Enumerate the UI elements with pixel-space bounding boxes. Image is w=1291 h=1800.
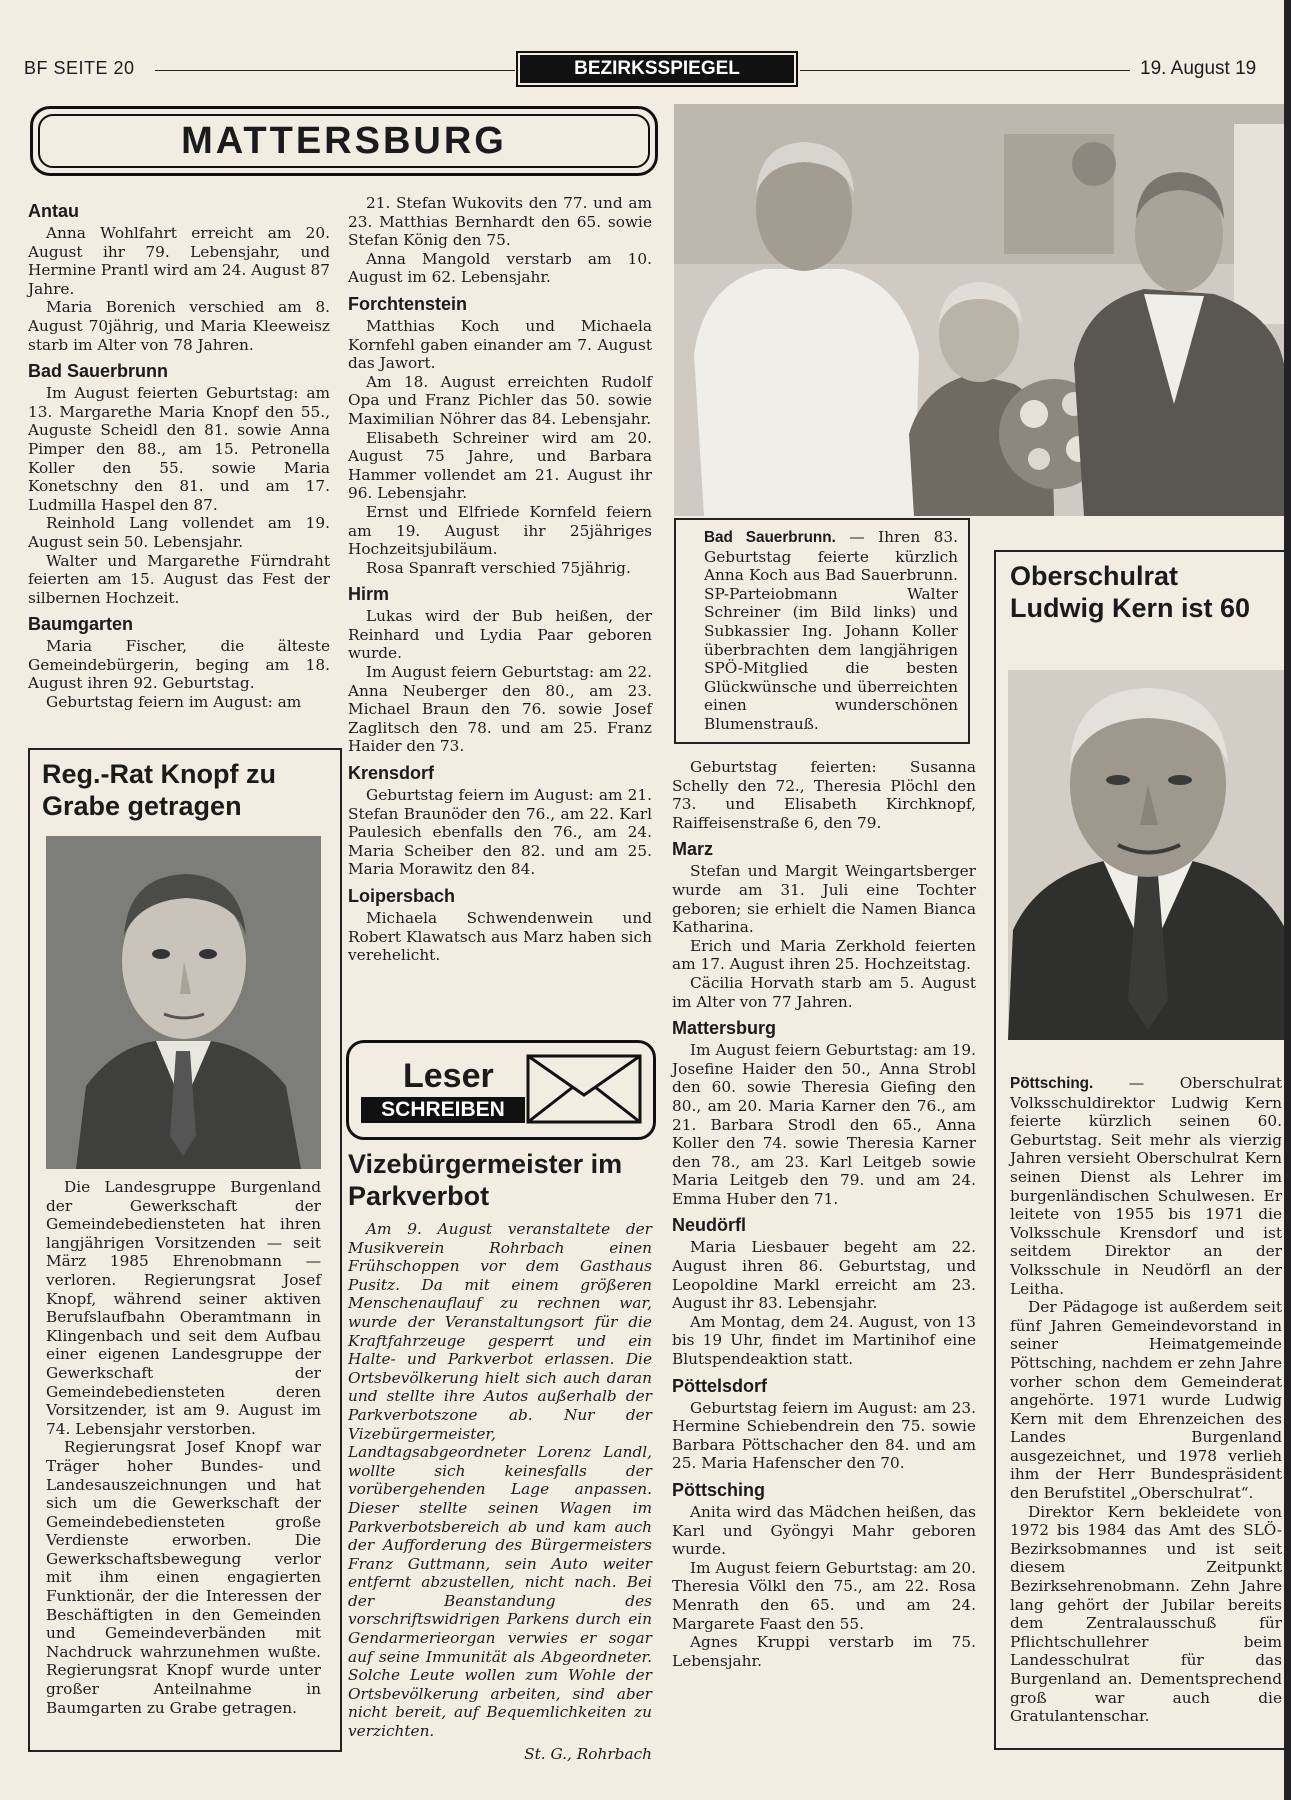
news-paragraph: Geburtstag feiern im August: am: [46, 693, 302, 712]
kern-place: Pöttsching.: [1010, 1075, 1094, 1092]
issue-date: 19. August 19: [1140, 58, 1257, 79]
town-heading: Krensdorf: [348, 763, 435, 784]
leser-schreiben-logo: [346, 1040, 656, 1140]
town-heading: Mattersburg: [672, 1018, 777, 1039]
news-paragraph: Walter und Margarethe Fürndraht feierten am 15. August das Fest der silbernen Hochzeit.: [28, 551, 330, 607]
kern-portrait: [1008, 670, 1286, 1040]
schreiben-word: SCHREIBEN: [361, 1097, 525, 1123]
column-2: [348, 194, 652, 965]
news-paragraph: Anita wird das Mädchen heißen, das Karl und Gyöngyi Mahr geboren wurde.: [672, 1503, 976, 1559]
vize-signature: St. G., Rohrbach: [524, 1744, 652, 1763]
town-heading: Pöttelsdorf: [672, 1375, 768, 1396]
news-paragraph: Anna Mangold verstarb am 10. August im 62. Lebensjahr.: [348, 249, 652, 287]
town-heading: Neudörfl: [672, 1215, 746, 1236]
news-paragraph: Im August feiern Geburtstag: am 22. Anna Neuberger den 80., am 23. Michael Braun den 76. sowie Josef Zaglitsch den 78. und am 25. Franz Haider den 73.: [348, 663, 652, 756]
page-number: BF SEITE 20: [24, 58, 135, 78]
kern-article: [994, 550, 1286, 1750]
district-banner-title: MATTERSBURG: [38, 114, 650, 168]
town-heading: Loipersbach: [348, 886, 456, 906]
news-paragraph: Rosa Spanraft verschied 75jährig.: [366, 558, 631, 577]
news-paragraph: Michaela Schwendenwein und Robert Klawatsch aus Marz haben sich verehelicht.: [348, 909, 652, 965]
news-paragraph: Im August feierten Geburtstag: am 13. Margarethe Maria Knopf den 55., Auguste Scheidl den 81. sowie Anna Pimper den 88., am 15. Petronella Koller den 55. sowie Maria Konetschny den 81. und am 17. Ludmilla Haspel den 87.: [28, 384, 330, 514]
town-heading: Pöttsching: [672, 1480, 765, 1500]
photo-caption: [674, 518, 970, 744]
town-heading: Hirm: [348, 584, 390, 605]
vize-article: [348, 1148, 652, 1763]
kern-body: [1010, 1074, 1282, 1726]
header-rule-right: [800, 70, 1130, 71]
photo-caption-text: — Ihren 83. Geburtstag feierte kürzlich Anna Koch aus Bad Sauerbrunn. SP-Parteiobmann Walter Schreiner (im Bild links) und Subkassier Ing. Johann Koller überbrachten dem langjährigen SPÖ-Mitglied die besten Glückwünsche und überreichten einen wunderschönen Blumenstrauß.: [704, 528, 958, 733]
news-paragraph: Geburtstag feiern im August: am 21. Stefan Braunöder den 76., am 22. Karl Paulesich ebenfalls den 76., am 24. Maria Scheiber den 82. und am 25. Maria Morawitz den 84.: [348, 786, 652, 879]
town-heading: Antau: [28, 201, 79, 221]
kern-lead: [1010, 1074, 1282, 1298]
knopf-paragraph: Regierungsrat Josef Knopf war Träger hoher Bundes- und Landesauszeichnungen und hat sich um die Gewerkschaft der Gemeindebediensteten große Verdienste erworben. Die Gewerkschaftsbewegung verlor mit ihm einen engagierten Funktionär, der die Interessen der Beschäftigten in den Gemeinden und Gemeindeverbänden mit Nachdruck wahrzunehmen wußte. Regierungsrat Knopf wurde unter großer Anteilnahme in Baumgarten zu Grabe getragen.: [46, 1438, 321, 1717]
envelope-icon: [525, 1053, 643, 1125]
town-heading: Marz: [672, 839, 714, 860]
section-title: BEZIRKSSPIEGEL: [520, 55, 794, 83]
news-paragraph: Geburtstag feiern im August: am 23. Hermine Schiebendrein den 75. sowie Barbara Pöttschacher den 84. und am 25. Maria Hafenscher den 70.: [672, 1398, 976, 1473]
town-heading: Bad Sauerbrunn: [28, 361, 169, 382]
page-edge: [1284, 0, 1291, 1800]
knopf-body: [46, 1178, 321, 1717]
birthday-photo: [674, 104, 1284, 516]
news-paragraph: Am Montag, dem 24. August, von 13 bis 19 Uhr, findet im Martinihof eine Blutspendeaktion statt.: [672, 1312, 976, 1369]
news-paragraph: Geburtstag feierten: Susanna Schelly den 72., Theresia Plöchl den 73. und Elisabeth Kirchknopf, Raiffeisenstraße 6, den 79.: [672, 758, 976, 832]
header-rule-left: [155, 70, 515, 71]
vize-body: Am 9. August veranstaltete der Musikverein Rohrbach einen Frühschoppen vor dem Gasthaus Pusitz. Da mit einem größeren Menschenauflauf zu rechnen war, wurde der Veranstaltungsort für die Kraftfahrzeuge gesperrt und ein Halte- und Parkverbot erlassen. Die Ortsbevölkerung hielt sich auch daran und stellte ihre Autos außerhalb der Parkverbotszone ab. Nur der Vizebürgermeister, Landtagsabgeordneter Lorenz Landl, wollte sich keinesfalls der vorübergehenden Lage anpassen. Dieser stellte seinen Wagen im Parkverbotsbereich ab und kam auch der Aufforderung des Bürgermeisters Franz Guttmann, sein Auto weiter entfernt abzustellen, nicht nach. Bei der Beanstandung des vorschriftswidrigen Parkens durch ein Gendarmerieorgan verwies er sogar auf seine Immunität als Abgeordneter. Solche Leute wollen zum Wohle der Ortsbevölkerung arbeiten, sind aber nicht bereit, auf Bequemlichkeiten zu verzichten.: [348, 1220, 652, 1741]
news-paragraph: Reinhold Lang vollendet am 19. August sein 50. Lebensjahr.: [28, 514, 330, 551]
news-paragraph: Lukas wird der Bub heißen, der Reinhard und Lydia Paar geboren wurde.: [348, 607, 652, 663]
news-paragraph: Elisabeth Schreiner wird am 20. August 75 Jahre, und Barbara Hammer vollendet am 21. August ihr 96. Lebensjahr.: [348, 428, 652, 503]
news-paragraph: Maria Fischer, die älteste Gemeindebürgerin, beging am 18. August ihren 92. Geburtstag.: [28, 637, 330, 693]
news-paragraph: Cäcilia Horvath starb am 5. August im Alter von 77 Jahren.: [672, 973, 976, 1011]
news-paragraph: Erich und Maria Zerkhold feierten am 17. August ihren 25. Hochzeitstag.: [672, 936, 976, 974]
news-paragraph: Anna Wohlfahrt erreicht am 20. August ihr 79. Lebensjahr, und Hermine Prantl wird am 24. August 87 Jahre.: [28, 224, 330, 298]
knopf-headline: Reg.-Rat Knopf zu Grabe getragen: [42, 759, 276, 821]
news-paragraph: Agnes Kruppi verstarb im 75. Lebensjahr.: [672, 1633, 976, 1670]
knopf-portrait: [46, 836, 321, 1169]
news-paragraph: Im August feiern Geburtstag: am 20. Theresia Völkl den 75., am 22. Rosa Menrath den 65. und am 24. Margarete Faast den 55.: [672, 1558, 976, 1633]
knopf-article: [28, 748, 342, 1752]
vize-headline: Vizebürgermeister im Parkverbot: [348, 1149, 623, 1211]
photo-caption-place: Bad Sauerbrunn.: [704, 529, 836, 546]
town-heading: Forchtenstein: [348, 293, 468, 314]
kern-paragraph: Direktor Kern bekleidete von 1972 bis 1984 das Amt des SLÖ-Bezirksobmannes und ist seit diesem Zeitpunkt Bezirksehrenobmann. Zehn Jahre lang gehört der Jubilar bereits dem Zentralausschuß für Pflichtschullehrer beim Landesschulrat für das Burgenland an. Dementsprechend groß war auch die Gratulantenschar.: [1010, 1502, 1282, 1726]
column-1: [28, 194, 330, 712]
column-3: [672, 758, 976, 1670]
news-paragraph: 21. Stefan Wukovits den 77. und am 23. Matthias Bernhardt den 65. sowie Stefan König den 75.: [348, 194, 652, 250]
knopf-paragraph: Die Landesgruppe Burgenland der Gewerkschaft der Gemeindebediensteten hat ihren langjährigen Vorsitzenden — seit März 1985 Ehrenobmann — verloren. Regierungsrat Josef Knopf, während seiner aktiven Berufslaufbahn Oberamtmann in Klingenbach und seit dem Aufbau einer eigenen Landesgruppe der Gewerkschaft der Gemeindebediensteten deren Vorsitzender, ist am 9. August im 74. Lebensjahr verstorben.: [46, 1178, 321, 1438]
news-paragraph: Ernst und Elfriede Kornfeld feiern am 19. August ihr 25jähriges Hochzeitsjubiläum.: [348, 502, 652, 559]
news-paragraph: Stefan und Margit Weingartsberger wurde am 31. Juli eine Tochter geboren; sie erhielt die Namen Bianca Katharina.: [672, 862, 976, 937]
kern-headline: Oberschulrat Ludwig Kern ist 60: [1010, 561, 1251, 623]
district-banner: [30, 106, 658, 176]
leser-word: Leser: [403, 1057, 494, 1095]
kern-lead-text: — Oberschulrat Volksschuldirektor Ludwig Kern feierte kürzlich seinen 60. Geburtstag. Seit mehr als vierzig Jahren versieht Oberschulrat Kern seinen Dienst als Lehrer im burgenländischen Schulwesen. Er leitete von 1955 bis 1971 die Volksschule Krensdorf und ist seitdem Direktor an der Volksschule in Neudörfl an der Leitha.: [1010, 1074, 1282, 1298]
town-heading: Baumgarten: [28, 614, 134, 635]
news-paragraph: Maria Borenich verschied am 8. August 70jährig, und Maria Kleeweisz starb im Alter von 78 Jahren.: [28, 298, 330, 354]
news-paragraph: Am 18. August erreichten Rudolf Opa und Franz Pichler das 50. sowie Maximilian Nöhrer das 84. Lebensjahr.: [348, 372, 652, 428]
kern-paragraph: Der Pädagoge ist außerdem seit fünf Jahren Gemeindevorstand in seiner Heimatgemeinde Pöttsching, nachdem er zehn Jahre vorher schon dem Gemeinderat angehörte. 1971 wurde Ludwig Kern mit dem Ehrenzeichen des Landes Burgenland ausgezeichnet, und 1978 verlieh ihm der Herr Bundespräsident den Berufstitel „Oberschulrat“.: [1010, 1298, 1282, 1503]
news-paragraph: Matthias Koch und Michaela Kornfehl gaben einander am 7. August das Jawort.: [348, 316, 652, 373]
news-paragraph: Im August feiern Geburtstag: am 19. Josefine Haider den 50., Anna Strobl den 60. sowie Theresia Giefing den 80., am 20. Maria Karner den 76., am 21. Barbara Strodl den 65., Anna Koller den 74. sowie Theresia Karner den 78., am 23. Karl Leitgeb sowie Maria Leitgeb den 79. und am 24. Emma Huber den 71.: [672, 1041, 976, 1208]
news-paragraph: Maria Liesbauer begeht am 22. August ihren 86. Geburtstag, und Leopoldine Markl erreicht am 23. August ihr 83. Lebensjahr.: [672, 1238, 976, 1313]
